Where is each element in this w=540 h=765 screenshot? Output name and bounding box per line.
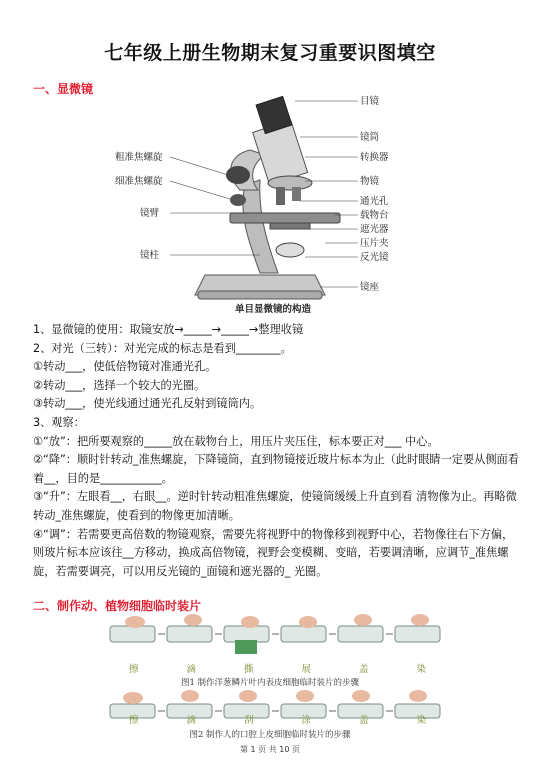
line-1: 1、显微镜的使用：取镜安放→_____→_____→整理收镜 bbox=[33, 323, 304, 336]
label-diaphragm: 遮光器 bbox=[360, 224, 389, 235]
line-4: ②转动___，选择一个较大的光圈。 bbox=[33, 378, 206, 392]
page-footer: 第 1 页 共 10 页 bbox=[240, 745, 300, 754]
step-label: 涂 bbox=[301, 715, 311, 726]
label-eyepiece: 目镜 bbox=[360, 96, 380, 107]
line-5: ③转动___，使光线通过通光孔反射到镜筒内。 bbox=[33, 397, 262, 411]
figure-caption-2: 图2 制作人的口腔上皮细胞临时装片的步骤 bbox=[189, 730, 351, 740]
line-6: 3、观察： bbox=[33, 415, 85, 429]
step-label: 擦 bbox=[128, 664, 139, 675]
step-label: 擦 bbox=[128, 715, 139, 726]
label-tube: 镜筒 bbox=[360, 132, 380, 143]
label-fine-focus: 细准焦螺旋 bbox=[115, 176, 163, 187]
label-mirror: 反光镜 bbox=[360, 252, 389, 263]
question-body bbox=[33, 321, 519, 581]
steps-row-1 bbox=[105, 661, 450, 675]
line-3: ①转动___，使低倍物镜对准通光孔。 bbox=[33, 360, 217, 374]
label-base: 镜座 bbox=[360, 282, 380, 293]
label-stage-clip: 压片夹 bbox=[360, 238, 389, 249]
figure-caption: 单目显微镜的构造 bbox=[235, 304, 312, 315]
step-label: 染 bbox=[416, 664, 426, 675]
step-label: 展 bbox=[301, 664, 311, 675]
step-label: 盖 bbox=[358, 715, 369, 726]
slide-steps-image-1 bbox=[105, 612, 450, 660]
line-2: 2、对光（三转）：对光完成的标志是看到________。 bbox=[33, 341, 292, 355]
microscope-diagram bbox=[110, 95, 440, 320]
line-8: ②“降”：顺时针转动_准焦螺旋，下降镜筒，直到物镜接近玻片标本为止（此时眼睛一定要从侧面看着__，目的是___________。 bbox=[33, 453, 519, 485]
label-stage: 载物台 bbox=[360, 210, 389, 221]
step-label: 刮 bbox=[243, 715, 254, 726]
step-label: 滴 bbox=[186, 715, 196, 726]
section-heading-slides: 二、制作动、植物细胞临时装片 bbox=[33, 599, 202, 613]
steps-row-2 bbox=[105, 712, 450, 726]
line-9: ③“升”：左眼看__，右眼__。逆时针转动粗准焦螺旋，使镜筒缓缓上升直到看 清物像为止。再略微转动_准焦螺旋，使看到的物像更加清晰。 bbox=[33, 490, 517, 522]
step-label: 染 bbox=[416, 715, 426, 726]
line-10: ④“调”：若需要更高倍数的物镜观察，需要先将视野中的物像移到视野中心，若物像往右下方偏，则玻片标本应该往__方移动，换成高倍物镜，视野会变模糊、变暗，若要调清晰，应调节_准焦螺旋，若需要调亮，可以用反光镜的_面镜和遮光器的_ 光圈。 bbox=[33, 527, 514, 578]
section-heading-microscope: 一、显微镜 bbox=[33, 82, 94, 96]
page-title: 七年级上册生物期末复习重要识图填空 bbox=[104, 42, 436, 64]
label-nosepiece: 转换器 bbox=[360, 152, 389, 163]
label-aperture: 通光孔 bbox=[360, 196, 389, 207]
label-objective: 物镜 bbox=[360, 176, 380, 187]
line-7: ①“放”：把所要观察的_____放在载物台上，用压片夹压住，标本要正对___ 中心。 bbox=[33, 434, 439, 448]
figure-caption-1: 图1 制作洋葱鳞片叶内表皮细胞临时装片的步骤 bbox=[180, 678, 360, 688]
label-coarse-focus: 粗准焦螺旋 bbox=[115, 152, 163, 163]
step-label: 盖 bbox=[358, 664, 369, 675]
label-arm: 镜臂 bbox=[140, 208, 160, 219]
step-label: 撕 bbox=[243, 664, 254, 675]
label-pillar: 镜柱 bbox=[140, 250, 160, 261]
step-label: 滴 bbox=[186, 664, 196, 675]
